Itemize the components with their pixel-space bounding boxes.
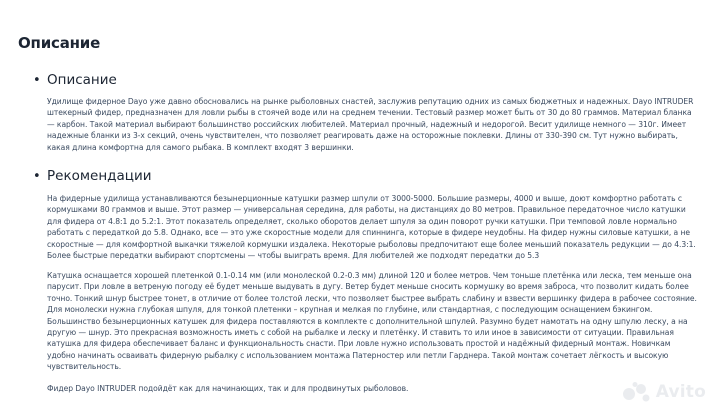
- avito-watermark-word: Avito: [655, 382, 706, 402]
- bullet-icon: •: [33, 73, 41, 88]
- recommendations-paragraph-2: Катушка оснащается хорошей плетенкой 0.1-0.14 мм (или монолеской 0.2-0.3 мм) длиной 120 и более метров. Чем тоньше плетёнка или леска, тем меньше она парусит. При ловле в ветреную погоду её будет меньше выдувать в дугу. Ветер будет меньше сносить кормушку во время заброса, что позволит кидать более точно. Тонкий шнур быстрее тонет, в отличие от более толстой лески, что позволяет быстрее выбрать слабину и взвести вершинку фидера в рабочее состояние. Для монолески нужна глубокая шпуля, для тонкой плетенки – крупная и мелкая по глубине, или стандартная, с последующим оснащением бэкингом. Большинство безынерционных катушек для фидера поставляются в комплекте с дополнительной шпулей. Разумно будет намотать на одну шпулю леску, а на другую — шнур. Это прекрасная возможность иметь с собой на рыбалке и леску и плетёнку. И ставить то или иное в зависимости от ситуации. Правильная катушка для фидера обеспечивает баланс и функциональность снасти. При ловле нужно использовать простой и надёжный фидерный монтаж. Новичкам удобно начинать осваивать фидерную рыбалку с использованием монтажа Патерностер или петли Гарднера. Такой монтаж сочетает лёгкость и высокую чувствительность.: [47, 271, 697, 372]
- recommendations-paragraph-1: На фидерные удилища устанавливаются безынерционные катушки размер шпули от 3000-5000. Большие размеры, 4000 и выше, доют комфортно работать с кормушками 80 граммов и выше. Этот размер — универсальная середина, для работы, на дистанциях до 80 метров. Правильное передаточное число катушки для фидера от 4.8:1 до 5.2:1. Этот показатель определяет, сколько оборотов делает шпуля за один поворот ручки катушки. При темповой ловле нормально работать с передаткой до 5.8. Однако, все — это уже скоростные модели для спиннинга, которые в фидере неудобны. На фидер нужны силовые катушки, а не скоростные — для комфортной выкачки тяжелой кормушки издалека. Некоторые рыболовы предпочитают еще более меньший показатель редукции — до 4.3:1. Более быстрые передатки выбирают спортсмены — чтобы выиграть время. Для любителей же подходят передатки до 5.3: [47, 194, 696, 261]
- recommendations-heading: [33, 168, 152, 184]
- avito-watermark: [622, 381, 706, 403]
- page-title: Описание: [18, 34, 101, 52]
- description-text: Удилище фидерное Dayo уже давно обосновались на рынке рыболовных снастей, заслужив репутацию одних из самых бюджетных и надежных. Dayo INTRUDER штекерный фидер, предназначен для ловли рыбы в стоячей воде или на среднем течении. Тестовый размер может быть от 30 до 80 граммов. Материал бланка — карбон. Такой материал выбирают большинство российских любителей. Материал прочный, надежный и недорогой. Весит удилище немного — 310г. Имеет надежные бланки из 3-х секций, очень чувствителен, что позволяет реагировать даже на осторожные поклевки. Длины от 330-390 см. Тут нужно выбирать, какая длина комфортна для самого рыбака. В комплект входят 3 вершинки.: [47, 97, 694, 152]
- description-heading-label: Описание: [47, 72, 117, 88]
- description-heading: [33, 72, 117, 88]
- recommendations-heading-label: Рекомендации: [47, 168, 152, 184]
- avito-logo-icon: [622, 381, 652, 403]
- bullet-icon: •: [33, 169, 41, 184]
- recommendations-footer: Фидер Dayo INTRUDER подойдёт как для начинающих, так и для продвинутых рыболовов.: [47, 384, 409, 393]
